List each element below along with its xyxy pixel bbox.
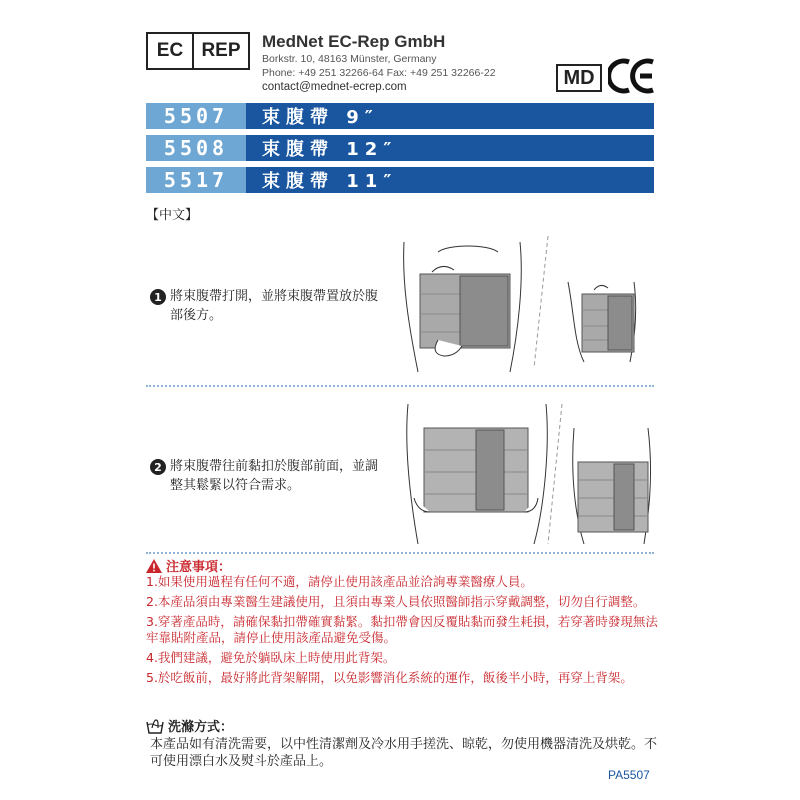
ec-rep-symbol: [146, 32, 250, 70]
caution-item: 2.本產品須由專業醫生建議使用，且須由專業人員依照醫師指示穿戴調整，切勿自行調整。: [146, 594, 646, 609]
warning-icon: [146, 559, 162, 573]
ce-mark-icon: [608, 56, 658, 96]
product-band: [146, 103, 654, 129]
divider-dotted: [146, 385, 654, 387]
caution-item: 5.於吃飯前，最好將此背架解開，以免影響消化系統的運作，飯後半小時，再穿上背架。: [146, 670, 633, 685]
language-label: 【中文】: [146, 208, 199, 223]
caution-item: 3.穿著產品時，請確保黏扣帶確實黏緊。黏扣帶會因反覆貼黏而發生耗損，若穿著時發現無法牢靠貼附產品，請停止使用該產品避免受傷。: [146, 614, 658, 645]
step-1: [150, 287, 390, 325]
product-code: 5508: [146, 135, 246, 161]
wash-instructions: 本產品如有清洗需要，以中性清潔劑及冷水用手搓洗、晾乾，勿使用機器清洗及烘乾。不可使用漂白水及熨斗於產品上。: [150, 737, 658, 769]
product-title: 束腹帶 12″: [246, 135, 654, 161]
caution-heading-text: 注意事項：: [166, 560, 232, 575]
product-code: 5507: [146, 103, 246, 129]
rep-label: REP: [201, 40, 241, 61]
company-phone-fax: Phone: +49 251 32266-64 Fax: +49 251 32266-22: [262, 67, 496, 79]
product-title: 束腹帶 9″: [246, 103, 654, 129]
hand-wash-icon: [146, 718, 164, 734]
product-band: [146, 167, 654, 193]
company-address: Borkstr. 10, 48163 Münster, Germany: [262, 53, 437, 65]
wash-heading-text: 洗滌方式：: [168, 720, 234, 735]
wash-heading: [146, 716, 233, 735]
caution-item: 4.我們建議，避免於躺臥床上時使用此背架。: [146, 650, 396, 665]
step-text: 將束腹帶打開，並將束腹帶置放於腹部後方。: [170, 289, 379, 323]
product-code: 5517: [146, 167, 246, 193]
step-text: 將束腹帶往前黏扣於腹部前面，並調整其鬆緊以符合需求。: [170, 459, 379, 493]
ec-label: EC: [148, 34, 194, 68]
step-number: 1: [150, 289, 166, 305]
caution-list: [146, 574, 658, 690]
caution-heading: [146, 556, 231, 575]
step-1-illustration: [398, 232, 658, 372]
company-name: MedNet EC-Rep GmbH: [262, 32, 446, 51]
company-email: contact@mednet-ecrep.com: [262, 81, 407, 93]
step-2-illustration: [398, 398, 660, 548]
product-title: 束腹帶 11″: [246, 167, 654, 193]
divider-dotted: [146, 552, 654, 554]
step-2: [150, 457, 390, 495]
document-code: PA5507: [608, 768, 650, 782]
caution-item: 1.如果使用過程有任何不適，請停止使用該產品並洽詢專業醫療人員。: [146, 574, 533, 589]
product-band: [146, 135, 654, 161]
company-info: [262, 32, 562, 94]
md-symbol: MD: [556, 64, 602, 92]
step-number: 2: [150, 459, 166, 475]
